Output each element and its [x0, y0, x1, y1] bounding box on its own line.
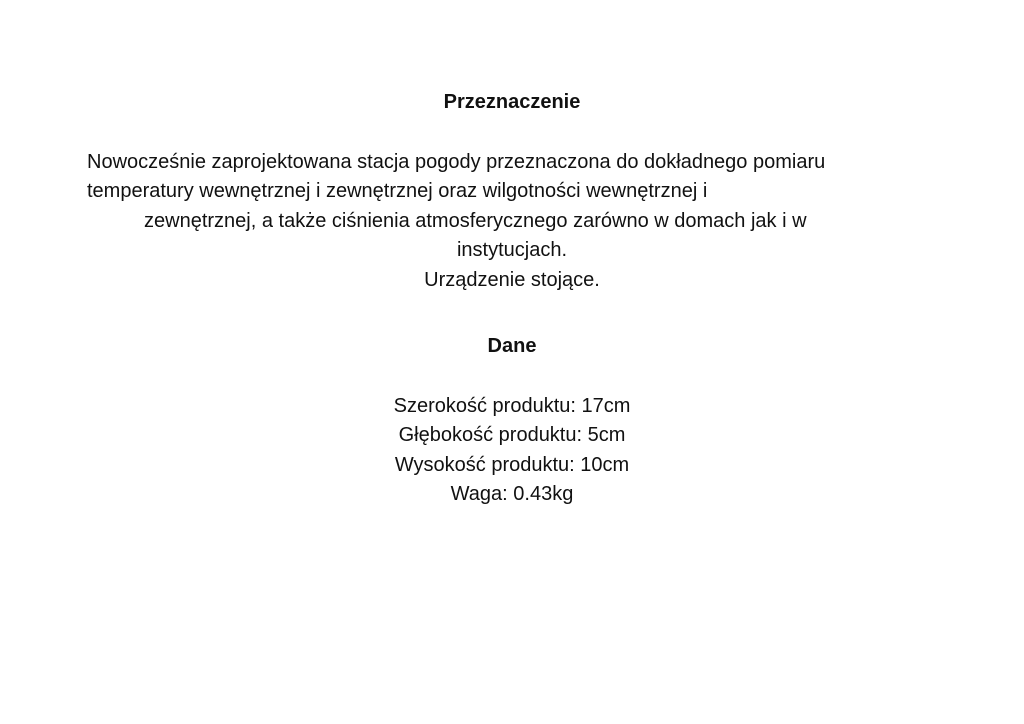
- purpose-line-4: instytucjach.: [456, 239, 568, 261]
- purpose-line-3: zewnętrznej, a także ciśnienia atmosferycznego zarówno w domach jak i w: [144, 210, 807, 232]
- data-line-height: Wysokość produktu: 10cm: [394, 454, 630, 476]
- purpose-line-2: temperatury wewnętrznej i zewnętrznej oraz wilgotności wewnętrznej i: [87, 180, 708, 202]
- data-line-depth: Głębokość produktu: 5cm: [398, 424, 626, 446]
- section-title-przeznaczenie: Przeznaczenie: [443, 91, 581, 113]
- purpose-line-1: Nowocześnie zaprojektowana stacja pogody przeznaczona do dokładnego pomiaru: [87, 151, 826, 173]
- section-title-dane: Dane: [487, 335, 537, 357]
- data-line-width: Szerokość produktu: 17cm: [393, 395, 631, 417]
- purpose-line-5: Urządzenie stojące.: [424, 269, 600, 291]
- data-line-weight: Waga: 0.43kg: [450, 483, 574, 505]
